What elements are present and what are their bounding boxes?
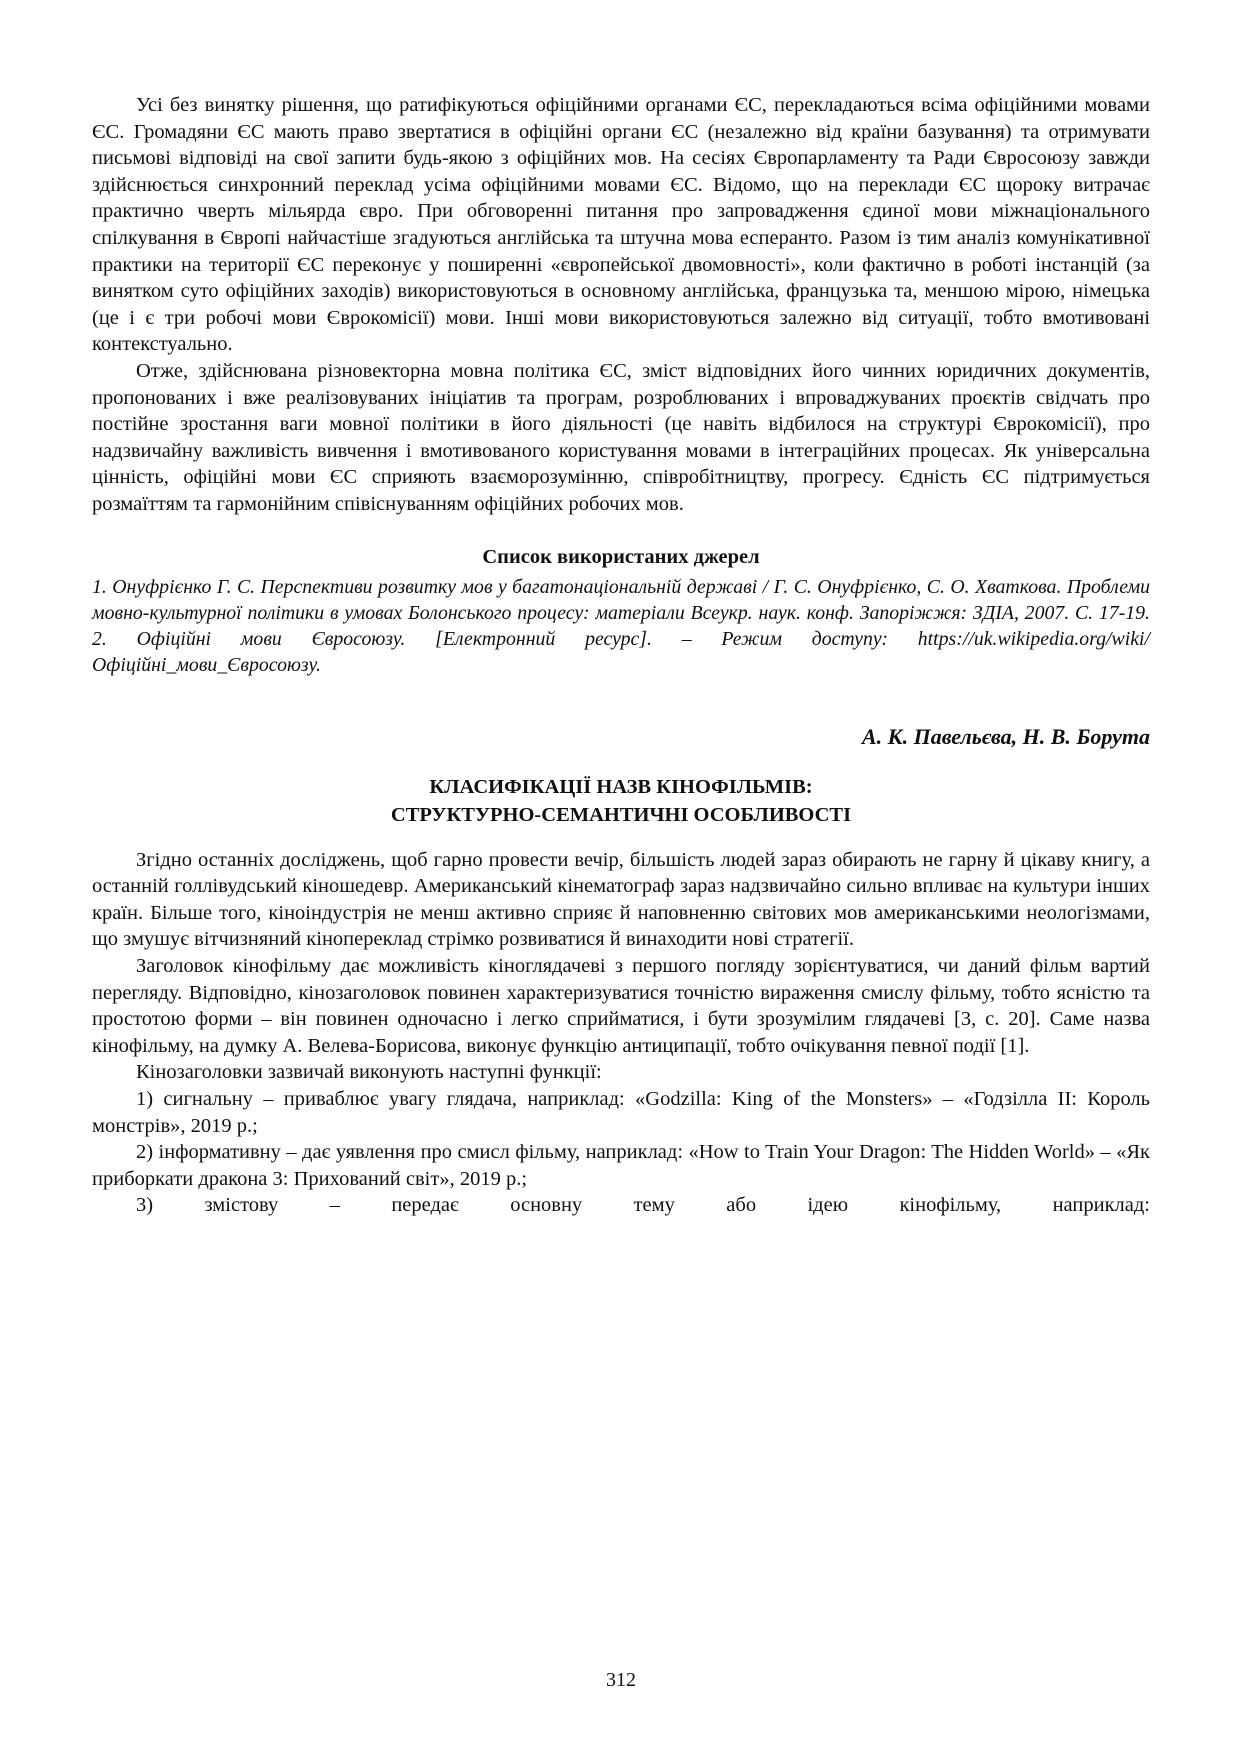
article-title-line-2: СТРУКТУРНО-СЕМАНТИЧНІ ОСОБЛИВОСТІ — [390, 803, 852, 826]
function-list-item-1: 1) сигнальну – приваблює увагу глядача, наприклад: «Godzilla: King of the Monsters» – «Годзілла ІІ: Король монстрів», 2019 р.; — [92, 1088, 1150, 1137]
article-title-line-1: КЛАСИФІКАЦІЇ НАЗВ КІНОФІЛЬМІВ: — [429, 775, 813, 798]
prev-article-paragraph-1: Усі без винятку рішення, що ратифікуються офіційними органами ЄС, перекладаються всіма офіційними мовами ЄС. Громадяни ЄС мають право звертатися в офіційні органи ЄС (незалежно від країни базування) та отримувати письмові відповіді на свої запити будь-якою з офіційних мов. На сесіях Європарламенту та Ради Євросоюзу завжди здійснюється синхронний переклад усіма офіційними мовами ЄС. Відомо, що на переклади ЄС щороку витрачає практично чверть мільярда євро. При обговоренні питання про запровадження єдиної мови міжнаціонального спілкування в Європі найчастіше згадуються англійська та штучна мова есперанто. Разом із тим аналіз комунікативної практики на території ЄС переконує у поширенні «європейської двомовності», коли фактично в роботі інстанцій (за винятком суто офіційних заходів) використовуються в основному англійська, французька та, меншою мірою, німецька (це і є три робочі мови Єврокомісії) мови. Інші мови використовуються залежно від ситуації, тобто вмотивовані контекстуально. — [92, 94, 1150, 356]
new-article-paragraph-2: Заголовок кінофільму дає можливість кіноглядачеві з першого погляду зорієнтуватися, чи даний фільм вартий перегляду. Відповідно, кінозаголовок повинен характеризуватися точністю вираження смислу фільму, тобто ясністю та простотою форми – він повинен одночасно і легко сприйматися, і бути зрозумілим глядачеві [3, с. 20]. Саме назва кінофільму, на думку А. Велева-Борисова, виконує функцію антиципації, тобто очікування певної події [1]. — [92, 955, 1150, 1057]
function-list-item-2: 2) інформативну – дає уявлення про смисл фільму, наприклад: «How to Train Your Dragon: The Hidden World» – «Як приборкати дракона 3: Прихований світ», 2019 р.; — [92, 1141, 1150, 1190]
article-authors: А. К. Павельєва, Н. В. Борута — [862, 724, 1150, 750]
references-text: 1. Онуфрієнко Г. С. Перспективи розвитку мов у багатонаціональній державі / Г. С. Онуфрієнко, С. О. Хваткова. Проблеми мовно-культурної політики в умовах Болонського процесу: матеріали Всеукр. наук. конф. Запоріжжя: ЗДІА, 2007. С. 17-19. 2. Офіційні мови Євросоюзу. [Електронний ресурс]. – Режим доступу: https://uk.wikipedia.org/wiki/Офіційні_мови_Євросоюзу. — [92, 576, 1150, 677]
article-title — [92, 773, 1150, 829]
new-article-paragraph-3: Кінозаголовки зазвичай виконують наступні функції: — [136, 1061, 602, 1084]
references-heading: Список використаних джерел — [482, 545, 760, 568]
new-article-paragraph-1: Згідно останніх досліджень, щоб гарно провести вечір, більшість людей зараз обирають не гарну й цікаву книгу, а останній голлівудський кіношедевр. Американський кінематограф зараз надзвичайно сильно впливає на культури інших країн. Більше того, кіноіндустрія не менш активно сприяє й наповненню світових мов американськими неологізмами, що змушує вітчизняний кінопереклад стрімко розвиватися й винаходити нові стратегії. — [92, 848, 1150, 951]
page-number: 312 — [606, 1669, 636, 1692]
prev-article-paragraph-2: Отже, здійснювана різновекторна мовна політика ЄС, зміст відповідних його чинних юридичних документів, пропонованих і вже реалізовуваних ініціатив та програм, розроблюваних і впроваджуваних проєктів свідчать про постійне зростання ваги мовної політики в його діяльності (це навіть відбилося на структурі Єврокомісії), про надзвичайну важливість вивчення і вмотивованого користування мовами в інтеграційних процесах. Як універсальна цінність, офіційні мови ЄС сприяють взаєморозумінню, співробітництву, прогресу. Єдність ЄС підтримується розмаїттям та гармонійним співіснуванням офіційних робочих мов. — [92, 359, 1150, 515]
function-list-item-3: 3) змістову – передає основну тему або ідею кінофільму, наприклад: — [136, 1194, 1150, 1217]
